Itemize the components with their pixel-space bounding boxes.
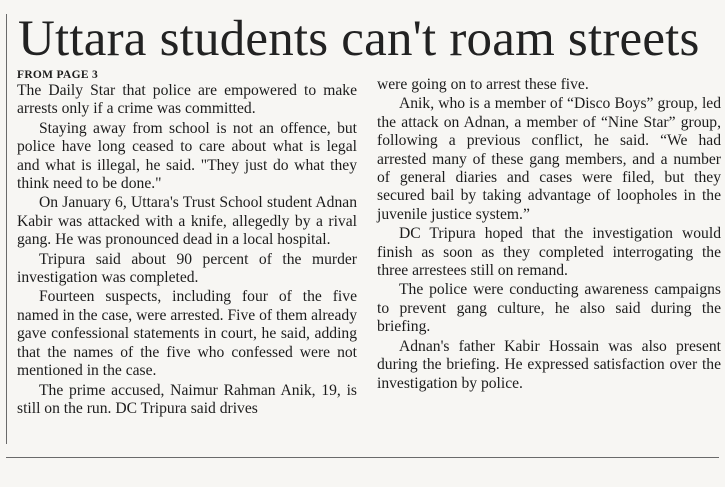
right-column <box>377 76 721 394</box>
dateline: FROM PAGE 3 <box>17 69 99 81</box>
left-column <box>17 68 357 419</box>
paragraph: The police were conducting awareness campaigns to prevent gang culture, he also said during the briefing. <box>377 281 721 336</box>
paragraph: DC Tripura hoped that the investigation would finish as soon as they completed interrogating the three arrestees still on remand. <box>377 225 721 280</box>
headline: Uttara students can't roam streets <box>18 11 700 67</box>
paragraph: Adnan's father Kabir Hossain was also present during the briefing. He expressed satisfaction over the investigation by police. <box>377 337 721 392</box>
paragraph: Anik, who is a member of “Disco Boys” group, led the attack on Adnan, a member of “Nine Star” group, following a previous conflict, he said. “We had arrested many of these gang members, and a number of general diaries and cases were filed, but they secured bail by taking advantage of loopholes in the juvenile justice system.” <box>377 95 721 223</box>
paragraph: Staying away from school is not an offence, but police have long ceased to care about what is legal and what is illegal, he said. "They just do what they think need to be done." <box>17 119 357 193</box>
paragraph: Fourteen suspects, including four of the five named in the case, were arrested. Five of them already gave confessional statements in court, he said, adding that the names of the five who confessed were not mentioned in the case. <box>17 288 357 380</box>
paragraph: On January 6, Uttara's Trust School student Adnan Kabir was attacked with a knife, allegedly by a rival gang. He was pronounced dead in a local hospital. <box>17 194 357 249</box>
paragraph: Tripura said about 90 percent of the murder investigation was completed. <box>17 250 357 287</box>
left-column-rule <box>6 14 7 444</box>
paragraph: The Daily Star that police are empowered to make arrests only if a crime was committed. <box>17 82 357 118</box>
paragraph: The prime accused, Naimur Rahman Anik, 19, is still on the run. DC Tripura said drives <box>17 381 357 417</box>
bottom-rule <box>6 457 719 458</box>
paragraph: were going on to arrest these five. <box>377 76 589 93</box>
